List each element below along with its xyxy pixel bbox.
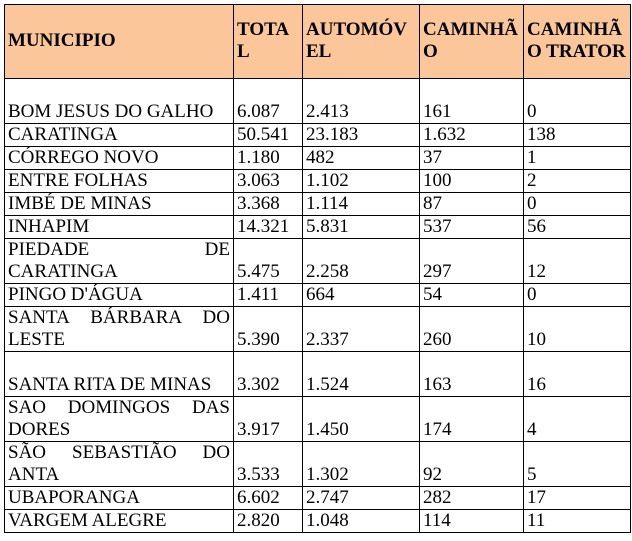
cell-municipio: UBAPORANGA: [5, 487, 234, 510]
table-row: [5, 307, 631, 352]
cell-automovel: 664: [303, 284, 420, 307]
cell-caminhao-trator: 5: [524, 442, 631, 487]
header-municipio: MUNICIPIO: [5, 5, 234, 79]
cell-caminhao: 37: [420, 147, 524, 170]
table-row: [5, 79, 631, 124]
table-row: [5, 510, 631, 533]
table-row: [5, 284, 631, 307]
table-row: [5, 170, 631, 193]
cell-caminhao: 114: [420, 510, 524, 533]
cell-municipio: ENTRE FOLHAS: [5, 170, 234, 193]
table-row: [5, 239, 631, 284]
cell-total: 3.533: [234, 442, 303, 487]
cell-caminhao: 1.632: [420, 124, 524, 147]
cell-municipio: BOM JESUS DO GALHO: [5, 79, 234, 124]
cell-municipio: SANTA RITA DE MINAS: [5, 352, 234, 397]
cell-automovel: 1.524: [303, 352, 420, 397]
cell-total: 3.302: [234, 352, 303, 397]
header-caminhao-trator: CAMINHÃO TRATOR: [524, 5, 631, 79]
cell-caminhao-trator: 16: [524, 352, 631, 397]
table-row: [5, 124, 631, 147]
cell-total: 14.321: [234, 216, 303, 239]
cell-automovel: 1.048: [303, 510, 420, 533]
cell-total: 6.602: [234, 487, 303, 510]
table-body: [5, 79, 631, 533]
cell-caminhao: 92: [420, 442, 524, 487]
table-row: [5, 442, 631, 487]
cell-caminhao: 163: [420, 352, 524, 397]
cell-caminhao-trator: 0: [524, 79, 631, 124]
cell-caminhao: 260: [420, 307, 524, 352]
cell-caminhao-trator: 4: [524, 397, 631, 442]
cell-municipio: IMBÉ DE MINAS: [5, 193, 234, 216]
table-row: [5, 193, 631, 216]
header-total: TOTAL: [234, 5, 303, 79]
cell-municipio: SANTA BÁRBARA DO LESTE: [5, 307, 234, 352]
vehicle-fleet-table: [4, 4, 631, 533]
cell-automovel: 23.183: [303, 124, 420, 147]
cell-caminhao: 174: [420, 397, 524, 442]
cell-caminhao: 161: [420, 79, 524, 124]
cell-municipio: PINGO D'ÁGUA: [5, 284, 234, 307]
cell-automovel: 1.114: [303, 193, 420, 216]
cell-caminhao-trator: 10: [524, 307, 631, 352]
cell-total: 50.541: [234, 124, 303, 147]
cell-caminhao-trator: 2: [524, 170, 631, 193]
cell-caminhao-trator: 0: [524, 284, 631, 307]
table-row: [5, 352, 631, 397]
cell-total: 3.063: [234, 170, 303, 193]
cell-total: 1.411: [234, 284, 303, 307]
cell-caminhao-trator: 56: [524, 216, 631, 239]
header-row: [5, 5, 631, 79]
cell-caminhao-trator: 1: [524, 147, 631, 170]
table-row: [5, 216, 631, 239]
cell-municipio: CÓRREGO NOVO: [5, 147, 234, 170]
cell-automovel: 1.302: [303, 442, 420, 487]
cell-municipio: SAO DOMINGOS DAS DORES: [5, 397, 234, 442]
cell-total: 2.820: [234, 510, 303, 533]
cell-automovel: 482: [303, 147, 420, 170]
cell-caminhao: 282: [420, 487, 524, 510]
cell-automovel: 2.337: [303, 307, 420, 352]
cell-caminhao-trator: 17: [524, 487, 631, 510]
cell-caminhao-trator: 11: [524, 510, 631, 533]
cell-caminhao-trator: 138: [524, 124, 631, 147]
cell-automovel: 1.102: [303, 170, 420, 193]
cell-caminhao-trator: 0: [524, 193, 631, 216]
cell-caminhao: 537: [420, 216, 524, 239]
cell-municipio: CARATINGA: [5, 124, 234, 147]
cell-caminhao-trator: 12: [524, 239, 631, 284]
cell-caminhao: 297: [420, 239, 524, 284]
cell-total: 5.390: [234, 307, 303, 352]
cell-municipio: VARGEM ALEGRE: [5, 510, 234, 533]
cell-total: 3.917: [234, 397, 303, 442]
cell-municipio: PIEDADE DE CARATINGA: [5, 239, 234, 284]
table-row: [5, 487, 631, 510]
cell-caminhao: 87: [420, 193, 524, 216]
header-automovel: AUTOMÓVEL: [303, 5, 420, 79]
cell-caminhao: 54: [420, 284, 524, 307]
cell-total: 3.368: [234, 193, 303, 216]
cell-municipio: SÃO SEBASTIÃO DO ANTA: [5, 442, 234, 487]
cell-caminhao: 100: [420, 170, 524, 193]
table-row: [5, 397, 631, 442]
cell-automovel: 2.747: [303, 487, 420, 510]
cell-automovel: 2.413: [303, 79, 420, 124]
cell-automovel: 1.450: [303, 397, 420, 442]
cell-automovel: 5.831: [303, 216, 420, 239]
cell-municipio: INHAPIM: [5, 216, 234, 239]
cell-total: 1.180: [234, 147, 303, 170]
table-row: [5, 147, 631, 170]
cell-automovel: 2.258: [303, 239, 420, 284]
cell-total: 5.475: [234, 239, 303, 284]
cell-total: 6.087: [234, 79, 303, 124]
header-caminhao: CAMINHÃO: [420, 5, 524, 79]
